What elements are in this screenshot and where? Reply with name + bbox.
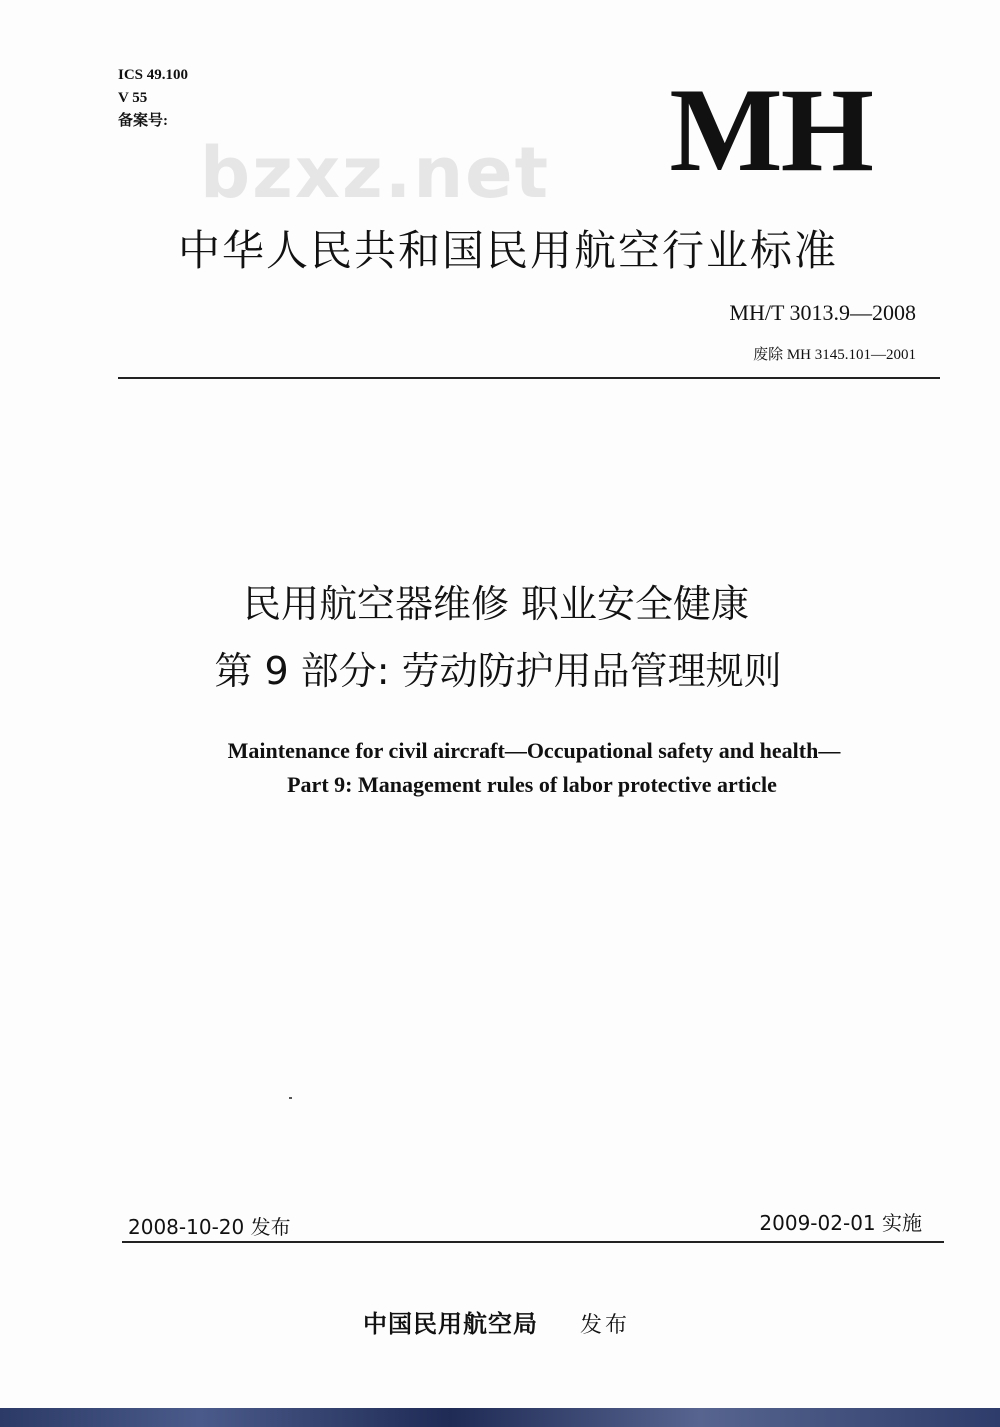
mh-logo: MH	[669, 63, 872, 196]
publisher-name: 中国民用航空局	[363, 1309, 538, 1338]
publisher-line	[363, 1304, 630, 1339]
title-en-line2: Part 9: Management rules of labor protective article	[287, 772, 777, 797]
title-cn-line1: 民用航空器维修 职业安全健康	[242, 582, 750, 626]
title-en-line1: Maintenance for civil aircraft—Occupational safety and health—	[227, 738, 841, 763]
implementation-date: 2009-02-01 实施	[759, 1211, 922, 1235]
standard-number: MH/T 3013.9—2008	[729, 300, 916, 325]
record-number: 备案号:	[118, 113, 168, 129]
ccs-code: V 55	[118, 90, 148, 106]
organization-title: 中华人民共和国民用航空行业标准	[178, 226, 839, 275]
replaces-standard: 废除 MH 3145.101—2001	[753, 347, 916, 363]
classification-block	[118, 64, 188, 133]
scan-edge-strip	[0, 1408, 1000, 1427]
bottom-divider	[122, 1241, 944, 1243]
watermark: bzxz.net	[200, 132, 551, 214]
ics-code: ICS 49.100	[118, 67, 189, 83]
publish-label: 发布	[580, 1313, 631, 1338]
scan-speck	[289, 1097, 292, 1099]
top-divider	[118, 377, 940, 379]
title-cn-line2: 第 9 部分: 劳动防护用品管理规则	[214, 649, 782, 693]
issue-date: 2008-10-20 发布	[128, 1215, 291, 1239]
